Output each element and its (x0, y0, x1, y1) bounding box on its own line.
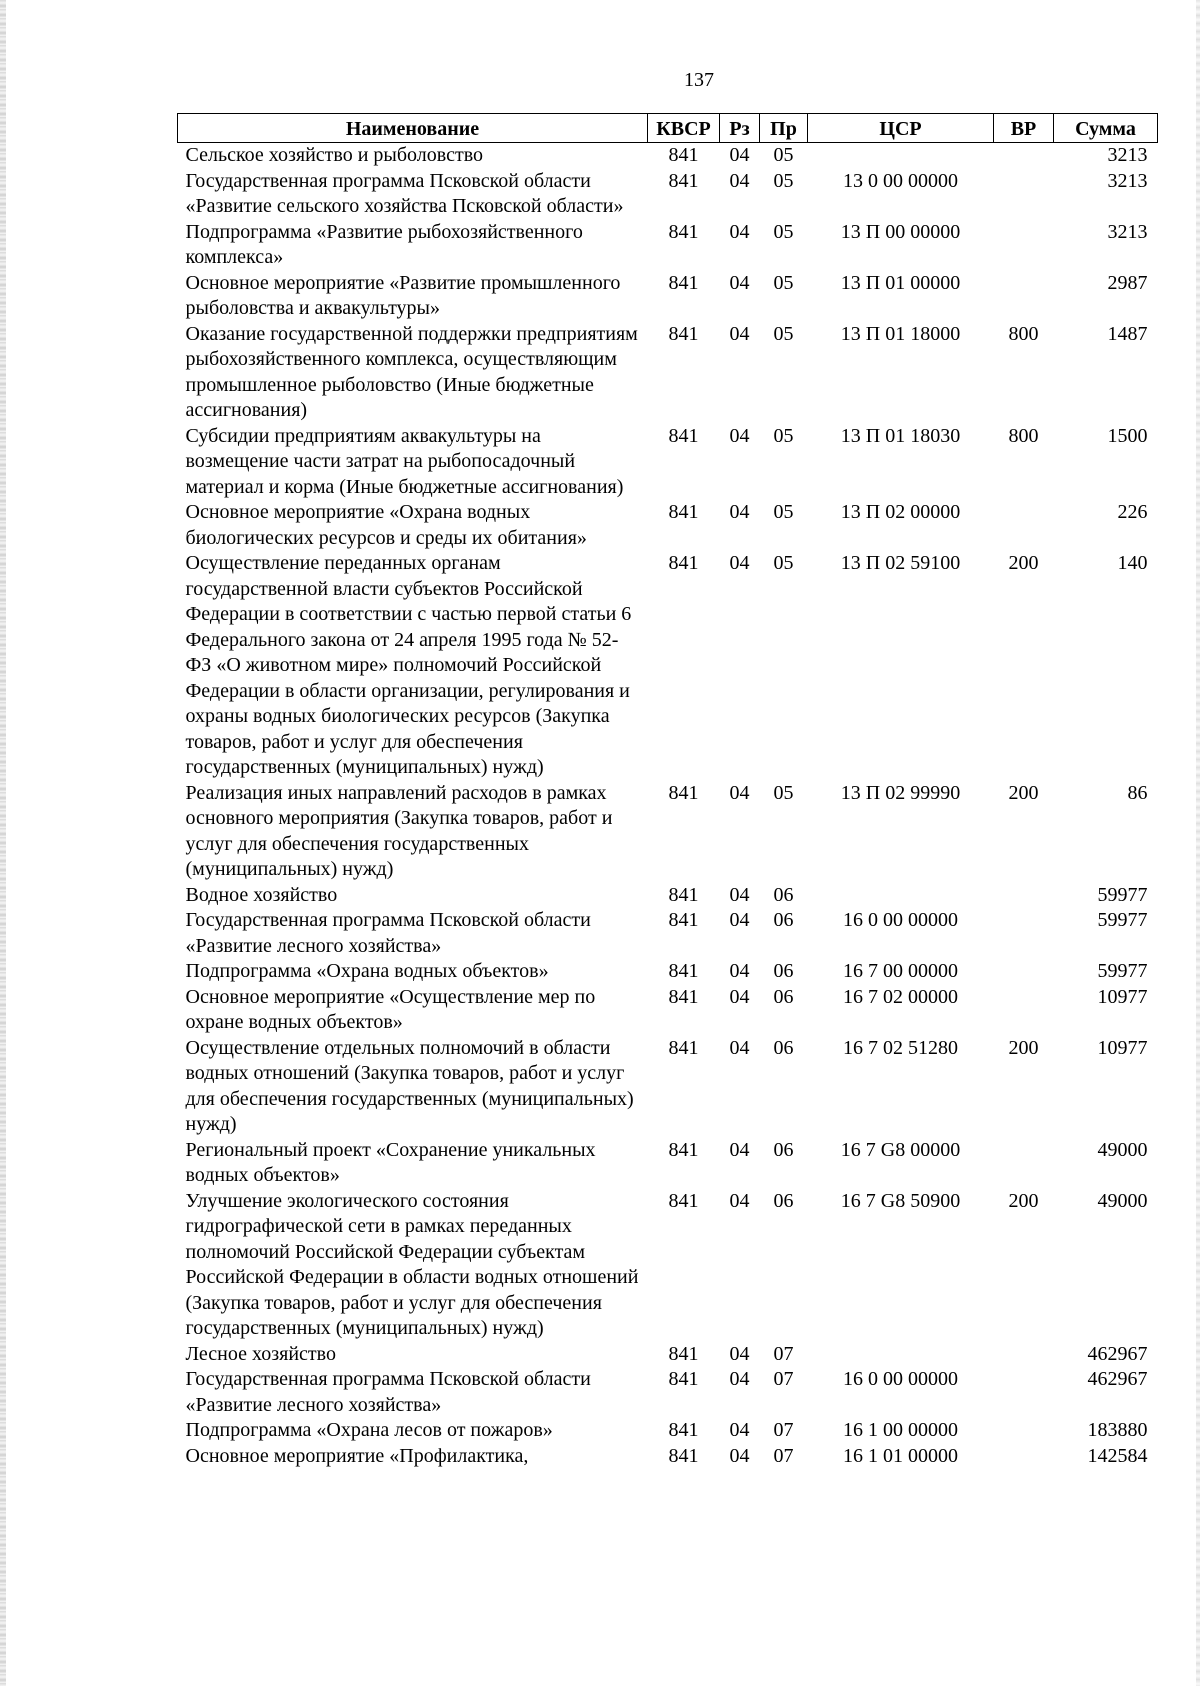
row-rz: 04 (729, 169, 750, 192)
row-pr: 07 (773, 1342, 794, 1365)
row-vr (994, 1418, 1054, 1444)
table-row (178, 1189, 1158, 1342)
row-vr (994, 1342, 1054, 1368)
row-kvsr: 841 (668, 909, 699, 931)
row-csr: 13 П 02 99990 (840, 781, 961, 804)
row-csr: 13 П 01 18030 (840, 424, 961, 447)
table-row (178, 1444, 1158, 1470)
row-vr (994, 143, 1054, 169)
row-kvsr: 841 (668, 1189, 699, 1212)
row-vr (994, 500, 1054, 551)
row-sum: 2987 (1107, 271, 1148, 294)
header-sum: Сумма (1054, 114, 1158, 143)
row-csr: 16 1 01 00000 (843, 1444, 958, 1467)
row-vr: 200 (1008, 1189, 1039, 1212)
row-rz: 04 (729, 883, 750, 906)
row-kvsr: 841 (668, 1138, 699, 1161)
row-sum: 183880 (1087, 1419, 1148, 1441)
row-sum: 10977 (1097, 985, 1148, 1008)
row-sum: 10977 (1097, 1036, 1148, 1059)
scan-edge-left (0, 0, 6, 1686)
row-rz: 04 (729, 1444, 750, 1467)
row-rz: 04 (729, 1036, 750, 1059)
row-kvsr: 841 (668, 271, 699, 294)
row-csr (808, 883, 994, 909)
row-kvsr: 841 (668, 424, 699, 447)
row-kvsr: 841 (668, 985, 699, 1008)
row-kvsr: 841 (668, 144, 699, 166)
row-csr: 16 0 00 00000 (843, 909, 958, 931)
row-kvsr: 841 (668, 552, 699, 574)
table-row (178, 883, 1158, 909)
row-kvsr: 841 (668, 1368, 699, 1390)
row-sum: 226 (1117, 501, 1148, 523)
table-row (178, 959, 1158, 985)
row-pr: 06 (773, 1036, 794, 1059)
row-sum: 59977 (1097, 883, 1148, 906)
row-sum: 3213 (1107, 220, 1148, 243)
row-csr: 16 7 G8 00000 (840, 1138, 961, 1161)
row-vr (994, 1444, 1054, 1470)
row-name: Сельское хозяйство и рыболовство (185, 144, 484, 166)
row-vr (994, 985, 1054, 1036)
row-sum: 86 (1127, 781, 1148, 804)
row-rz: 04 (729, 985, 750, 1008)
row-rz: 04 (729, 552, 750, 574)
row-pr: 06 (773, 985, 794, 1008)
row-pr: 06 (773, 1189, 794, 1212)
row-pr: 07 (773, 1368, 794, 1390)
row-kvsr: 841 (668, 1036, 699, 1059)
row-rz: 04 (729, 1342, 750, 1365)
row-csr (808, 1342, 994, 1368)
header-pr: Пр (760, 114, 808, 143)
header-vr: ВР (994, 114, 1054, 143)
row-name: Лесное хозяйство (185, 1342, 336, 1365)
row-csr: 13 П 01 00000 (840, 271, 961, 294)
row-vr: 200 (1008, 781, 1039, 804)
row-name: Улучшение экологического состояния гидрографической сети в рамках переданных полномочий Российской Федерации субъектам Российской Федерации в области водных отношений (Закупка товаров, работ и услуг для обеспечения государственных (муниципальных) нужд) (185, 1189, 639, 1339)
row-csr: 16 7 02 51280 (843, 1036, 958, 1059)
row-rz: 04 (729, 220, 750, 243)
row-pr: 05 (773, 552, 794, 574)
row-pr: 06 (773, 1138, 794, 1161)
row-kvsr: 841 (668, 883, 699, 906)
row-rz: 04 (729, 781, 750, 804)
table-header (178, 114, 1158, 143)
header-rz: Рз (720, 114, 760, 143)
row-vr (994, 271, 1054, 322)
header-name: Наименование (178, 114, 648, 143)
row-csr: 16 7 G8 50900 (840, 1189, 961, 1212)
row-rz: 04 (729, 271, 750, 294)
table-row (178, 985, 1158, 1036)
row-vr: 800 (1008, 424, 1039, 447)
row-vr: 800 (1008, 322, 1039, 345)
row-rz: 04 (729, 1138, 750, 1161)
row-name: Основное мероприятие «Осуществление мер по охране водных объектов» (185, 985, 596, 1033)
row-name: Государственная программа Псковской области «Развитие сельского хозяйства Псковской области» (185, 169, 624, 217)
row-pr: 07 (773, 1419, 794, 1441)
row-name: Подпрограмма «Охрана лесов от пожаров» (185, 1419, 553, 1441)
row-name: Государственная программа Псковской области «Развитие лесного хозяйства» (185, 909, 591, 957)
row-name: Основное мероприятие «Развитие промышленного рыболовства и аквакультуры» (185, 271, 621, 319)
row-name: Подпрограмма «Охрана водных объектов» (185, 960, 549, 982)
row-name: Субсидии предприятиям аквакультуры на возмещение части затрат на рыбопосадочный материал и корма (Иные бюджетные ассигнования) (185, 424, 624, 498)
table-row (178, 322, 1158, 424)
row-rz: 04 (729, 1368, 750, 1390)
row-vr: 200 (1008, 552, 1039, 574)
row-pr: 05 (773, 144, 794, 166)
row-kvsr: 841 (668, 1419, 699, 1441)
row-csr: 13 П 00 00000 (840, 220, 961, 243)
row-name: Основное мероприятие «Профилактика, (185, 1444, 529, 1467)
row-vr (994, 908, 1054, 959)
row-name: Водное хозяйство (185, 883, 338, 906)
row-sum: 462967 (1087, 1368, 1148, 1390)
row-vr (994, 1138, 1054, 1189)
row-sum: 3213 (1107, 169, 1148, 192)
table-row (178, 271, 1158, 322)
row-pr: 05 (773, 501, 794, 523)
row-name: Реализация иных направлений расходов в рамках основного мероприятия (Закупка товаров, работ и услуг для обеспечения государственных (муниципальных) нужд) (185, 781, 613, 880)
table-row (178, 1138, 1158, 1189)
table-row (178, 220, 1158, 271)
table-row (178, 500, 1158, 551)
row-rz: 04 (729, 424, 750, 447)
row-pr: 07 (773, 1444, 794, 1467)
row-kvsr: 841 (668, 1444, 699, 1467)
row-vr (994, 883, 1054, 909)
row-csr: 16 7 02 00000 (843, 985, 958, 1008)
row-sum: 1500 (1107, 424, 1148, 447)
row-name: Подпрограмма «Развитие рыбохозяйственного комплекса» (185, 220, 583, 268)
row-sum: 140 (1117, 552, 1148, 574)
row-name: Региональный проект «Сохранение уникальных водных объектов» (185, 1138, 596, 1186)
row-kvsr: 841 (668, 781, 699, 804)
row-rz: 04 (729, 960, 750, 982)
scan-edge-right (1196, 0, 1200, 1686)
row-sum: 49000 (1097, 1189, 1148, 1212)
header-kvsr: КВСР (648, 114, 720, 143)
row-sum: 142584 (1087, 1444, 1148, 1467)
row-sum: 59977 (1097, 909, 1148, 931)
row-rz: 04 (729, 501, 750, 523)
row-rz: 04 (729, 144, 750, 166)
row-pr: 06 (773, 883, 794, 906)
row-name: Оказание государственной поддержки предприятиям рыбохозяйственного комплекса, осуществляющим промышленное рыболовство (Иные бюджетные ассигнования) (185, 322, 638, 421)
row-pr: 05 (773, 424, 794, 447)
table-body (178, 143, 1158, 1470)
row-sum: 3213 (1107, 144, 1148, 166)
row-vr (994, 220, 1054, 271)
row-kvsr: 841 (668, 220, 699, 243)
row-pr: 05 (773, 322, 794, 345)
row-pr: 06 (773, 960, 794, 982)
table-row (178, 781, 1158, 883)
page-number: 137 (684, 69, 714, 91)
row-pr: 06 (773, 909, 794, 931)
table-row (178, 1036, 1158, 1138)
table-row (178, 908, 1158, 959)
row-csr: 16 0 00 00000 (843, 1368, 958, 1390)
header-row (178, 114, 1158, 143)
row-csr: 13 П 02 59100 (840, 552, 961, 574)
row-rz: 04 (729, 1189, 750, 1212)
row-kvsr: 841 (668, 1342, 699, 1365)
table-row (178, 1342, 1158, 1368)
row-vr (994, 1367, 1054, 1418)
table-row (178, 424, 1158, 501)
table-row (178, 169, 1158, 220)
row-name: Государственная программа Псковской области «Развитие лесного хозяйства» (185, 1368, 591, 1416)
row-csr: 16 1 00 00000 (843, 1419, 958, 1441)
row-kvsr: 841 (668, 960, 699, 982)
row-vr (994, 169, 1054, 220)
row-name: Осуществление отдельных полномочий в области водных отношений (Закупка товаров, работ и услуг для обеспечения государственных (муниципальных) нужд) (185, 1036, 634, 1135)
budget-table (177, 113, 1158, 1469)
row-sum: 59977 (1097, 960, 1148, 982)
row-sum: 49000 (1097, 1138, 1148, 1161)
row-csr (808, 143, 994, 169)
table-row (178, 1367, 1158, 1418)
row-csr: 13 0 00 00000 (843, 169, 958, 192)
row-csr: 13 П 01 18000 (840, 322, 961, 345)
row-pr: 05 (773, 220, 794, 243)
header-csr: ЦСР (808, 114, 994, 143)
row-vr (994, 959, 1054, 985)
row-vr: 200 (1008, 1036, 1039, 1059)
row-sum: 1487 (1107, 322, 1148, 345)
row-name: Осуществление переданных органам государственной власти субъектов Российской Федерации в соответствии с частью первой статьи 6 Федерального закона от 24 апреля 1995 года № 52-ФЗ «О животном мире» полномочий Российской Федерации в области организации, регулирования и охраны водных биологических ресурсов (Закупка товаров, работ и услуг для обеспечения государственных (муниципальных) нужд) (185, 552, 632, 778)
row-kvsr: 841 (668, 322, 699, 345)
row-name: Основное мероприятие «Охрана водных биологических ресурсов и среды их обитания» (185, 501, 587, 549)
row-sum: 462967 (1087, 1342, 1148, 1365)
table-row (178, 143, 1158, 169)
row-pr: 05 (773, 169, 794, 192)
row-csr: 13 П 02 00000 (840, 501, 961, 523)
row-csr: 16 7 00 00000 (843, 960, 958, 982)
row-pr: 05 (773, 781, 794, 804)
row-kvsr: 841 (668, 501, 699, 523)
row-kvsr: 841 (668, 169, 699, 192)
row-rz: 04 (729, 909, 750, 931)
row-rz: 04 (729, 322, 750, 345)
table-row (178, 1418, 1158, 1444)
row-pr: 05 (773, 271, 794, 294)
table-row (178, 551, 1158, 781)
row-rz: 04 (729, 1419, 750, 1441)
